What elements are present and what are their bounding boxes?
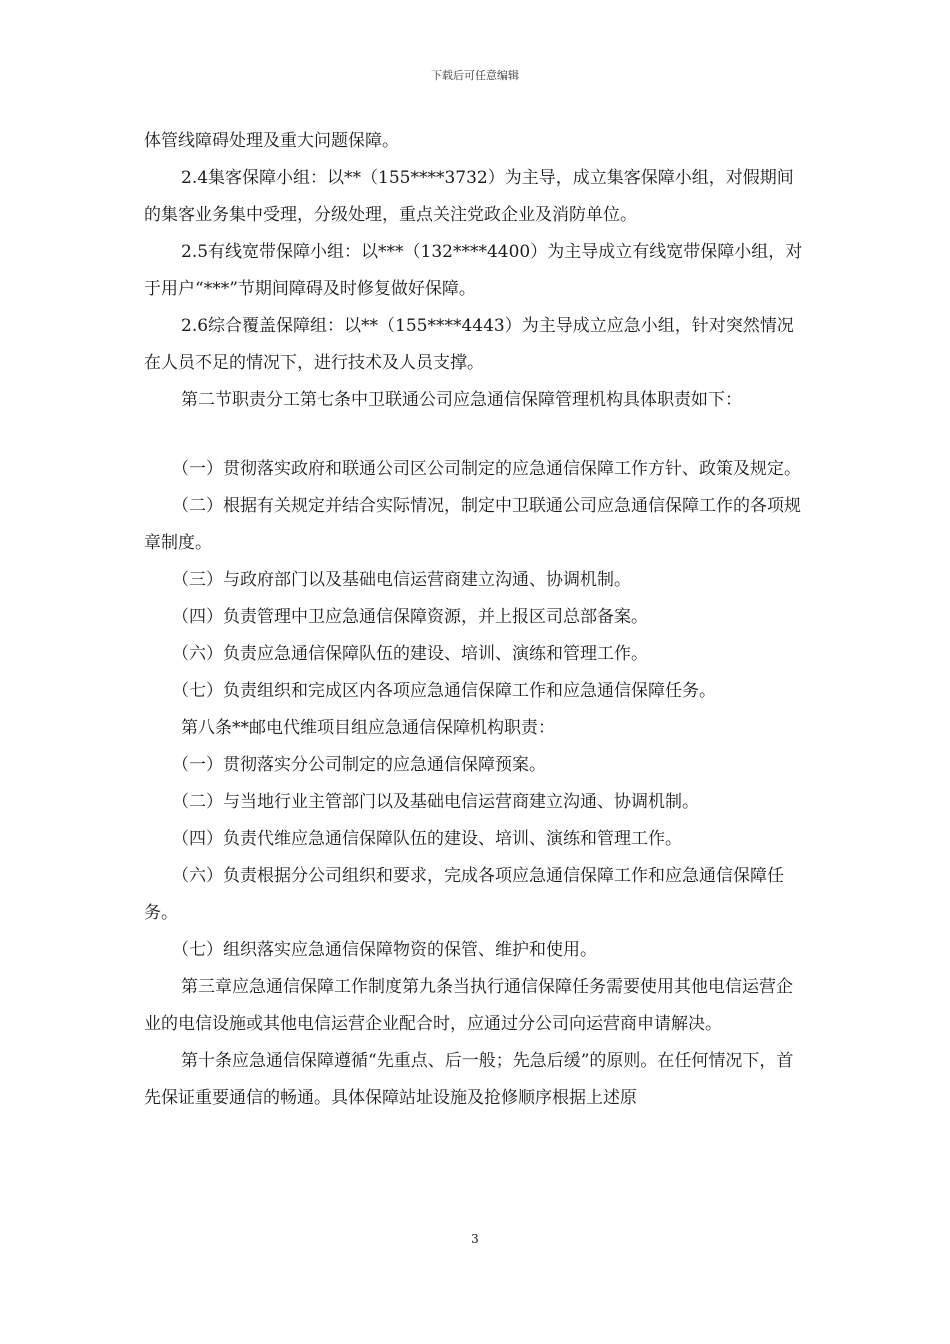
paragraph-item-2: （二）根据有关规定并结合实际情况，制定中卫联通公司应急通信保障工作的各项规章制度。 [144, 496, 801, 553]
paragraph-article-8-item-6: （六）负责根据分公司组织和要求，完成各项应急通信保障工作和应急通信保障任务。 [144, 866, 784, 923]
paragraph-item-1: （一）贯彻落实政府和联通公司区公司制定的应急通信保障工作方针、政策及规定。 [172, 459, 801, 479]
paragraph-chapter-3: 第三章应急通信保障工作制度第九条当执行通信保障任务需要使用其他电信运营企业的电信设施或其他电信运营企业配合时，应通过分公司向运营商申请解决。 [144, 977, 793, 1034]
paragraph-item-7: （七）负责组织和完成区内各项应急通信保障工作和应急通信保障任务。 [172, 681, 716, 701]
paragraph-gap [144, 419, 808, 451]
paragraph-2-4: 2.4集客保障小组：以**（155****3732）为主导，成立集客保障小组，对假期间的集客业务集中受理，分级处理，重点关注党政企业及消防单位。 [144, 168, 794, 225]
paragraph-item-4: （四）负责管理中卫应急通信保障资源，并上报区司总部备案。 [172, 607, 648, 627]
paragraph-article-10: 第十条应急通信保障遵循“先重点、后一般；先急后缓”的原则。在任何情况下，首先保证重要通信的畅通。具体保障站址设施及抢修顺序根据上述原 [144, 1051, 794, 1108]
page-header: 下载后可任意编辑 [431, 69, 519, 82]
paragraph-item-3: （三）与政府部门以及基础电信运营商建立沟通、协调机制。 [172, 570, 631, 590]
paragraph-2-5: 2.5有线宽带保障小组：以***（132****4400）为主导成立有线宽带保障小组，对于用户“***”节期间障碍及时修复做好保障。 [144, 242, 803, 299]
paragraph-article-8: 第八条**邮电代维项目组应急通信保障机构职责： [181, 718, 555, 738]
paragraph-article-8-item-2: （二）与当地行业主管部门以及基础电信运营商建立沟通、协调机制。 [172, 792, 699, 812]
paragraph-continuation: 体管线障碍处理及重大问题保障。 [144, 131, 399, 151]
paragraph-item-6: （六）负责应急通信保障队伍的建设、培训、演练和管理工作。 [172, 644, 648, 664]
document-body [144, 123, 808, 1117]
page-number: 3 [471, 1232, 479, 1246]
paragraph-article-8-item-4: （四）负责代维应急通信保障队伍的建设、培训、演练和管理工作。 [172, 829, 682, 849]
paragraph-section-2: 第二节职责分工第七条中卫联通公司应急通信保障管理机构具体职责如下： [181, 390, 742, 410]
paragraph-article-8-item-1: （一）贯彻落实分公司制定的应急通信保障预案。 [172, 755, 546, 775]
paragraph-2-6: 2.6综合覆盖保障组：以**（155****4443）为主导成立应急小组，针对突然情况在人员不足的情况下，进行技术及人员支撑。 [144, 316, 794, 373]
paragraph-article-8-item-7: （七）组织落实应急通信保障物资的保管、维护和使用。 [172, 940, 597, 960]
